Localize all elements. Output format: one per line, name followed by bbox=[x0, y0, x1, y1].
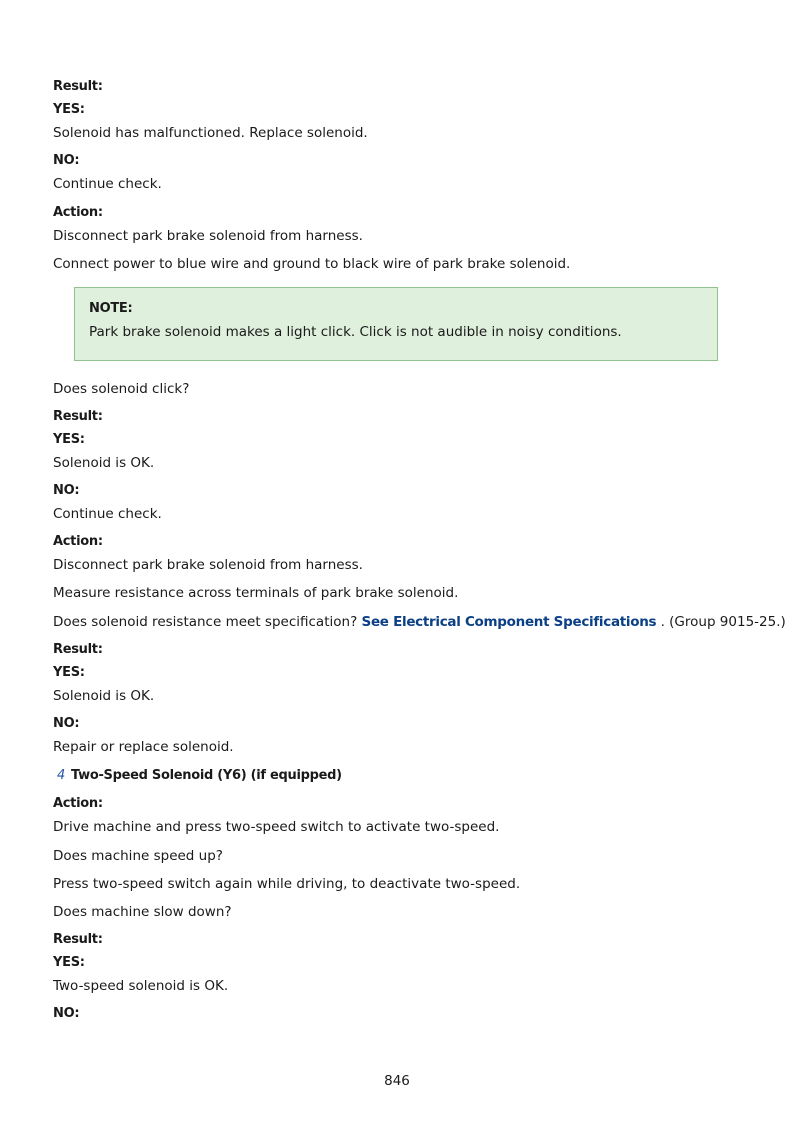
question-text: Does machine speed up? bbox=[53, 848, 223, 864]
action-label: Action: bbox=[53, 205, 103, 220]
action-step: Connect power to blue wire and ground to black wire of park brake solenoid. bbox=[53, 256, 571, 272]
spec-question-suffix: . (Group 9015-25.) bbox=[660, 614, 786, 630]
yes-label: YES: bbox=[53, 955, 85, 970]
note-label: NOTE: bbox=[89, 301, 133, 316]
no-label: NO: bbox=[53, 1006, 80, 1021]
no-label: NO: bbox=[53, 716, 80, 731]
step-heading bbox=[57, 767, 342, 785]
yes-text: Solenoid is OK. bbox=[53, 688, 155, 704]
yes-text: Two-speed solenoid is OK. bbox=[53, 978, 229, 994]
no-text: Continue check. bbox=[53, 506, 162, 522]
yes-text: Solenoid has malfunctioned. Replace solenoid. bbox=[53, 125, 368, 141]
question-text: Does machine slow down? bbox=[53, 904, 232, 920]
action-step: Disconnect park brake solenoid from harness. bbox=[53, 557, 363, 573]
no-label: NO: bbox=[53, 483, 80, 498]
action-step: Drive machine and press two-speed switch to activate two-speed. bbox=[53, 819, 500, 835]
result-label: Result: bbox=[53, 79, 103, 94]
no-text: Repair or replace solenoid. bbox=[53, 739, 234, 755]
question-text: Does solenoid click? bbox=[53, 381, 190, 397]
result-label: Result: bbox=[53, 409, 103, 424]
note-text: Park brake solenoid makes a light click. Click is not audible in noisy conditions. bbox=[89, 324, 622, 340]
step-title: Two-Speed Solenoid (Y6) (if equipped) bbox=[70, 768, 342, 783]
no-text: Continue check. bbox=[53, 176, 162, 192]
electrical-specs-link[interactable]: See Electrical Component Specifications bbox=[361, 614, 657, 630]
step-number: 4 bbox=[57, 768, 65, 783]
action-step: Disconnect park brake solenoid from harness. bbox=[53, 228, 363, 244]
page-number: 846 bbox=[384, 1073, 410, 1089]
yes-label: YES: bbox=[53, 432, 85, 447]
note-box bbox=[74, 287, 718, 361]
yes-label: YES: bbox=[53, 102, 85, 117]
result-label: Result: bbox=[53, 642, 103, 657]
no-label: NO: bbox=[53, 153, 80, 168]
spec-question bbox=[53, 613, 786, 631]
action-label: Action: bbox=[53, 796, 103, 811]
yes-label: YES: bbox=[53, 665, 85, 680]
action-step: Press two-speed switch again while driving, to deactivate two-speed. bbox=[53, 876, 521, 892]
result-label: Result: bbox=[53, 932, 103, 947]
action-label: Action: bbox=[53, 534, 103, 549]
yes-text: Solenoid is OK. bbox=[53, 455, 155, 471]
action-step: Measure resistance across terminals of park brake solenoid. bbox=[53, 585, 459, 601]
spec-question-prefix: Does solenoid resistance meet specification? bbox=[53, 614, 358, 630]
